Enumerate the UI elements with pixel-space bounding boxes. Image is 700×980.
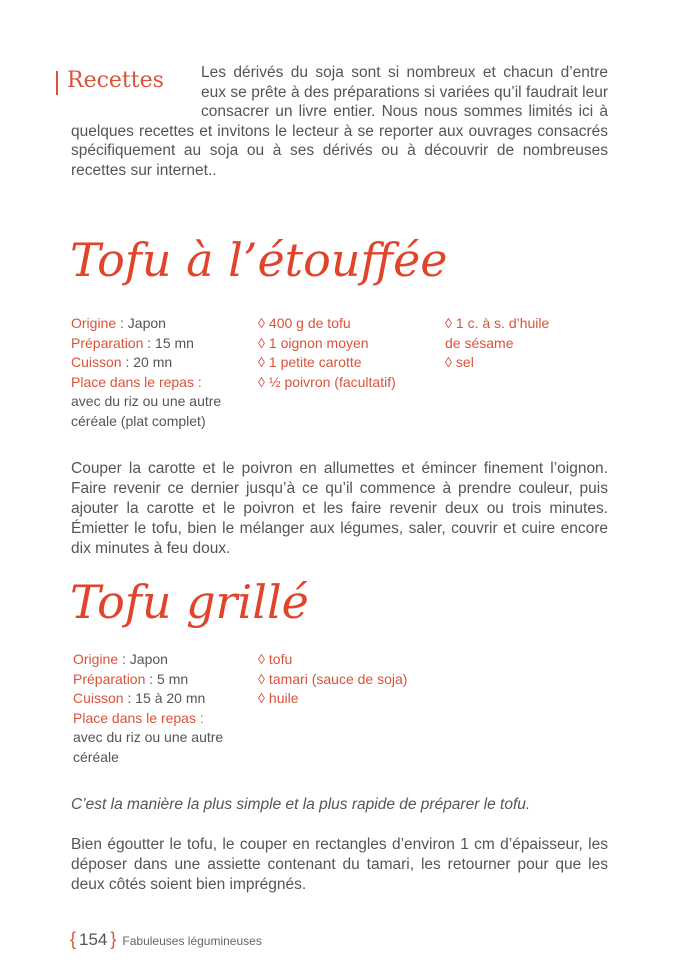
section-heading — [67, 63, 189, 107]
ingredient-item: ◊ sel — [445, 354, 474, 371]
diamond-bullet-icon: ◊ — [258, 373, 265, 390]
intro-text: Les dérivés du soja sont si nombreux et chacun d’entre eux se prête à des préparations si variées qu’il faudrait leur consacrer un livre entier. Nous nous sommes limités ici à quelques recettes et invitons le lecteur à se reporter aux ouvrages consacrés spécifiquement au soja ou à ses dérivés ou à découvrir de nombreuses recettes sur internet.. — [71, 64, 608, 179]
diamond-bullet-icon: ◊ — [258, 334, 265, 351]
info-cuisson: Cuisson : 15 à 20 mn — [73, 690, 206, 707]
page-footer — [70, 929, 262, 950]
ingredients-col-1 — [258, 650, 407, 709]
recipe-info-1 — [71, 314, 221, 432]
ingredient-item: ◊ tamari (sauce de soja) — [258, 670, 408, 687]
ingredient-item: ◊ 400 g de tofu — [258, 315, 351, 331]
section-title: Recettes — [67, 68, 164, 93]
info-origine: Origine : Japon — [73, 651, 168, 667]
diamond-bullet-icon: ◊ — [445, 315, 452, 331]
diamond-bullet-icon: ◊ — [258, 690, 265, 707]
ingredient-item-continued: de sésame — [445, 334, 514, 351]
info-place-label: Place dans le repas : — [73, 709, 204, 726]
ingredient-item: ◊ huile — [258, 690, 299, 707]
ingredients-col-2 — [445, 314, 549, 373]
ingredient-item: ◊ 1 oignon moyen — [258, 334, 369, 351]
info-place-line: céréale (plat complet) — [71, 412, 206, 429]
recipe-tagline: C’est la manière la plus simple et la plus rapide de préparer le tofu. — [71, 796, 531, 813]
diamond-bullet-icon: ◊ — [445, 354, 452, 371]
diamond-bullet-icon: ◊ — [258, 315, 265, 331]
info-place-line: avec du riz ou une autre — [71, 393, 222, 410]
footer-brace-open: { — [70, 929, 77, 949]
recipe-method-2: Bien égoutter le tofu, le couper en rectangles d’environ 1 cm d’épaisseur, les déposer dans une assiette contenant du tamari, les retourner pour que les deux côtés soient bien imprégnés. — [71, 836, 608, 893]
section-marker-bar — [56, 71, 58, 95]
page-number: 154 — [79, 930, 108, 949]
diamond-bullet-icon: ◊ — [258, 651, 265, 667]
ingredients-col-1 — [258, 314, 396, 392]
book-title: Fabuleuses légumineuses — [122, 934, 262, 948]
info-place-line: avec du riz ou une autre — [73, 729, 224, 746]
info-preparation: Préparation : 5 mn — [73, 670, 189, 687]
diamond-bullet-icon: ◊ — [258, 670, 265, 687]
diamond-bullet-icon: ◊ — [258, 354, 265, 371]
recipe-title-tofu-etouffee: Tofu à l’étouffée — [70, 233, 448, 287]
intro-block — [67, 63, 608, 181]
recipe-title-tofu-grille: Tofu grillé — [70, 575, 309, 629]
info-place-label: Place dans le repas : — [71, 373, 202, 390]
ingredient-item: ◊ 1 petite carotte — [258, 354, 362, 371]
ingredient-item: ◊ tofu — [258, 651, 293, 667]
recipe-method-1: Couper la carotte et le poivron en allumettes et émincer finement l’oignon. Faire revenir ce dernier jusqu’à ce qu’il commence à prendre couleur, puis ajouter la carotte et le poivron et les faire revenir deux ou trois minutes. Émietter le tofu, bien le mélanger aux légumes, saler, couvrir et cuire encore dix minutes à feu doux. — [71, 460, 608, 557]
ingredient-item: ◊ ½ poivron (facultatif) — [258, 373, 396, 390]
info-cuisson: Cuisson : 20 mn — [71, 354, 173, 371]
footer-brace-close: } — [110, 929, 117, 949]
info-origine: Origine : Japon — [71, 315, 166, 331]
info-preparation: Préparation : 15 mn — [71, 334, 194, 351]
recipe-info-2 — [73, 650, 223, 768]
ingredient-item: ◊ 1 c. à s. d’huile — [445, 315, 550, 331]
info-place-line: céréale — [73, 748, 119, 765]
